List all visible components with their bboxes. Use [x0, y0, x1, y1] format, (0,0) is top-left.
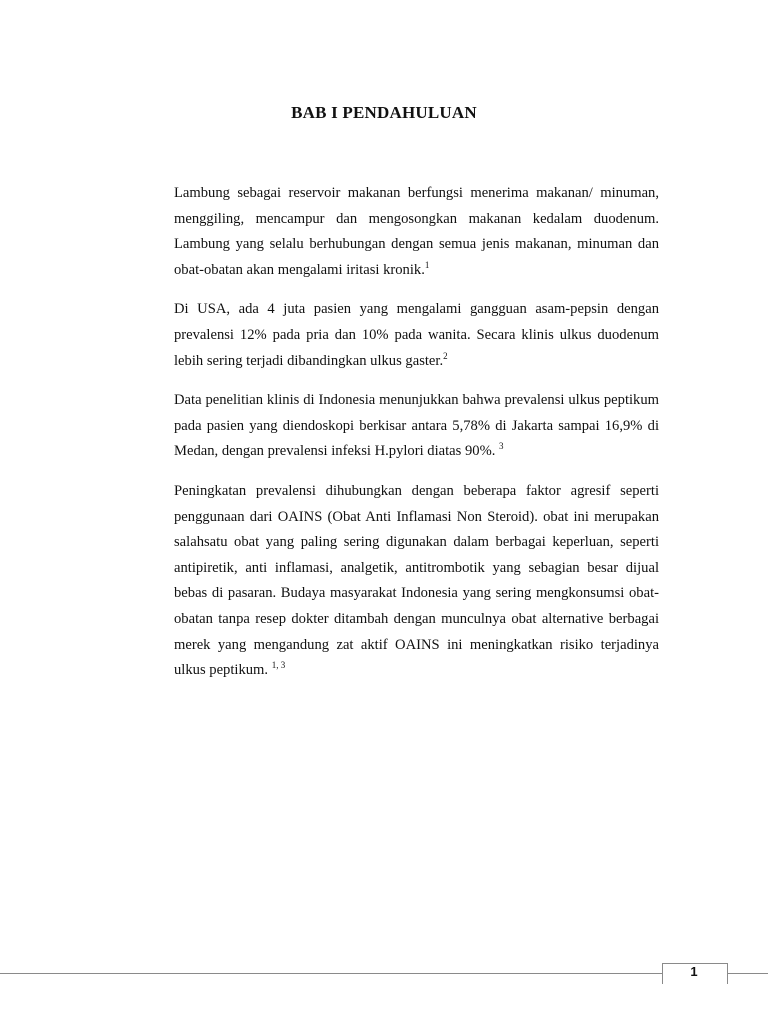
paragraph [174, 181, 659, 283]
paragraph-text: Peningkatan prevalensi dihubungkan dengan beberapa faktor agresif seperti penggunaan dari OAINS (Obat Anti Inflamasi Non Steroid). obat ini merupakan salahsatu obat yang paling sering digunakan dalam berbagai keperluan, seperti antipiretik, anti inflamasi, analgetik, antitrombotik yang sebagian besar dijual bebas di pasaran. Budaya masyarakat Indonesia yang sering mengkonsumsi obat-obatan tanpa resep dokter ditambah dengan munculnya obat alternative berbagai merek yang mengandung zat aktif OAINS ini meningkatkan risiko terjadinya ulkus peptikum. [174, 482, 659, 679]
body-text [174, 181, 659, 698]
paragraph [174, 388, 659, 465]
paragraph-text: Data penelitian klinis di Indonesia menunjukkan bahwa prevalensi ulkus peptikum pada pasien yang diendoskopi berkisar antara 5,78% di Jakarta sampai 16,9% di Medan, dengan prevalensi infeksi H.pylori diatas 90%. [174, 392, 659, 460]
citation-ref: 1 [424, 259, 430, 270]
paragraph [174, 297, 659, 374]
paragraph-text: Lambung sebagai reservoir makanan berfungsi menerima makanan/ minuman, menggiling, mencampur dan mengosongkan makanan kedalam duodenum. Lambung yang selalu berhubungan dengan semua jenis makanan, minuman dan obat-obatan akan mengalami iritasi kronik. [174, 185, 659, 278]
footer-divider [726, 973, 768, 974]
citation-ref: 1, 3 [271, 660, 286, 671]
page-number: 1 [690, 964, 698, 979]
paragraph [174, 479, 659, 684]
citation-ref: 3 [499, 441, 504, 452]
paragraph-text: Di USA, ada 4 juta pasien yang mengalami gangguan asam-pepsin dengan prevalensi 12% pada pria dan 10% pada wanita. Secara klinis ulkus duodenum lebih sering terjadi dibandingkan ulkus gaster. [174, 301, 659, 369]
page-title: BAB I PENDAHULUAN [291, 103, 477, 122]
footer-divider [0, 973, 662, 974]
citation-ref: 2 [443, 350, 448, 361]
